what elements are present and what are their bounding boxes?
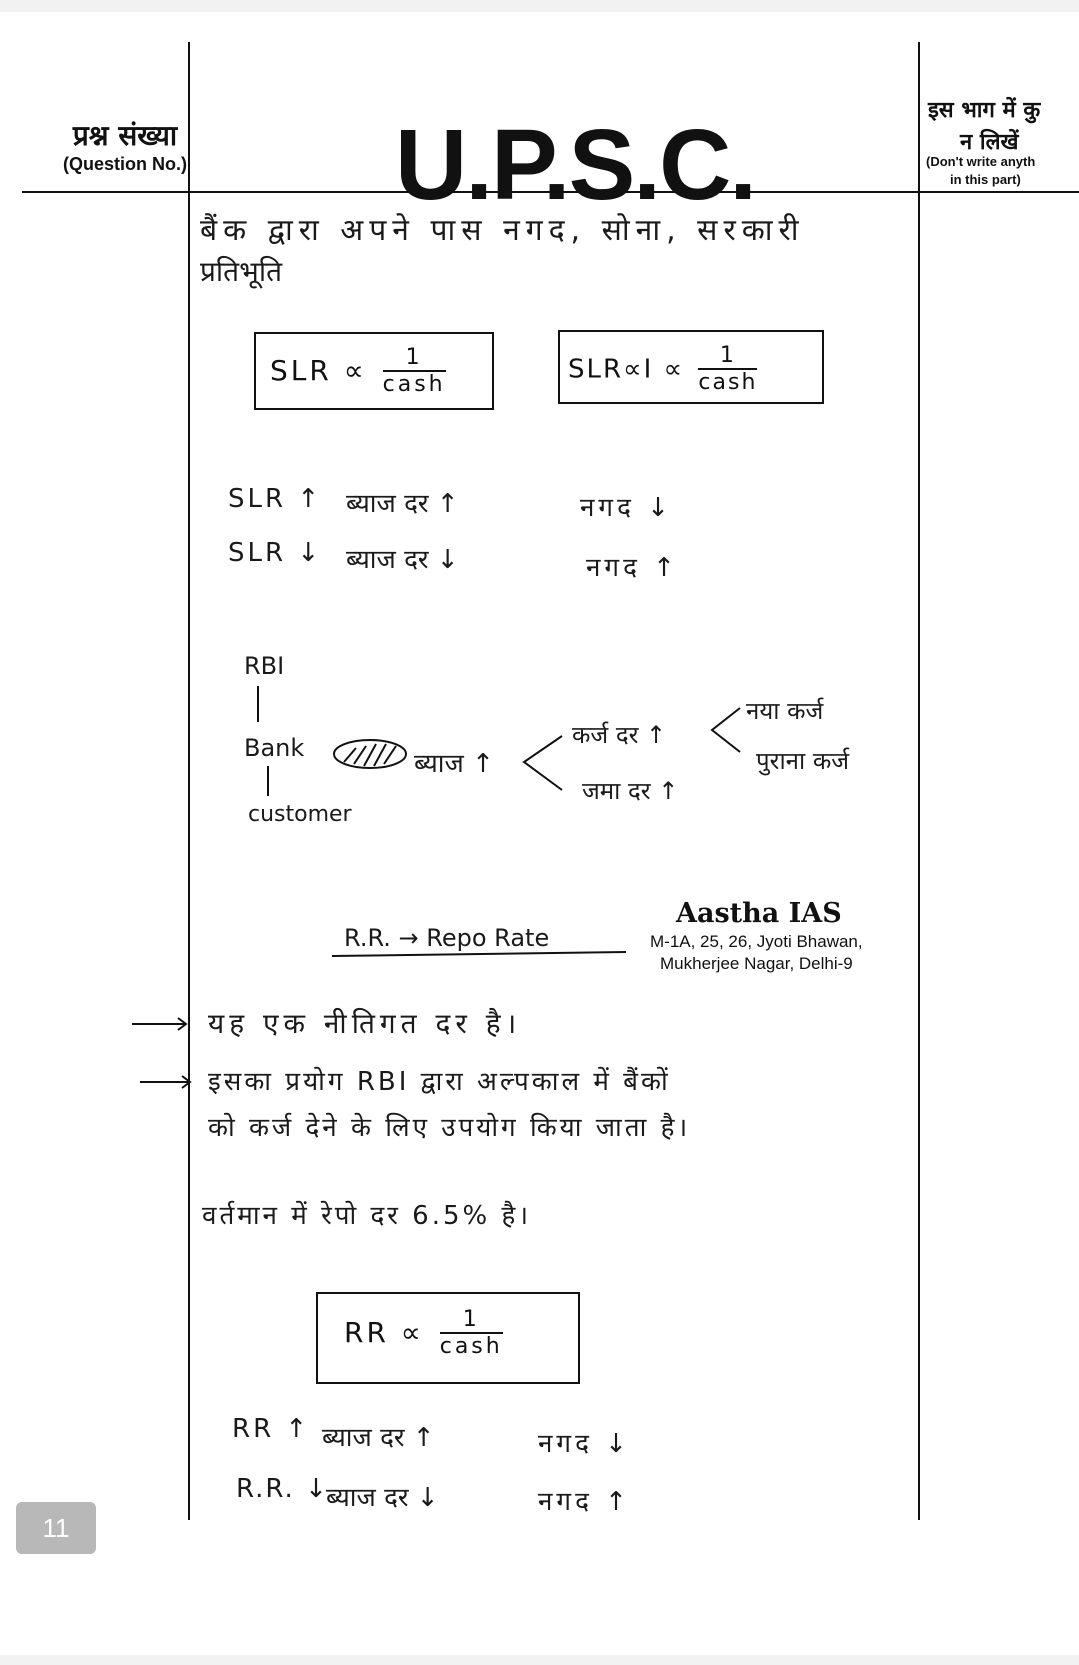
margin-note-hindi-1: इस भाग में कु — [928, 98, 1041, 123]
question-number-label-english: (Question No.) — [63, 154, 187, 174]
margin-note-hindi-2: न लिखें — [960, 130, 1019, 155]
page-number-badge: 11 — [16, 1502, 96, 1554]
bullet-line-2b: को कर्ज देने के लिए उपयोग किया जाता है। — [208, 1113, 691, 1143]
flow-customer: customer — [248, 802, 352, 827]
formula-slr-interest-numerator: 1 — [698, 344, 757, 370]
formula-slr-denominator: cash — [382, 372, 446, 397]
slr-down-interest: ब्याज दर ↓ — [346, 545, 459, 575]
note-line-1: बैंक द्वारा अपने पास नगद, सोना, सरकारी — [200, 213, 805, 248]
flow-old-loan: पुराना कर्ज — [756, 747, 850, 775]
rr-up-cash: नगद ↓ — [538, 1429, 631, 1459]
current-repo-rate: वर्तमान में रेपो दर 6.5% है। — [202, 1201, 532, 1231]
formula-slr-left: SLR ∝ — [270, 354, 367, 387]
flow-rbi: RBI — [244, 652, 285, 680]
formula-rr-left: RR ∝ — [344, 1316, 424, 1349]
flow-deposit-rate: जमा दर ↑ — [582, 777, 679, 805]
slr-down-label: SLR ↓ — [228, 538, 323, 568]
page-title: U.P.S.C. — [395, 109, 756, 221]
slr-up-interest: ब्याज दर ↑ — [346, 489, 459, 519]
rr-up-interest: ब्याज दर ↑ — [322, 1423, 435, 1453]
bullet-line-1: यह एक नीतिगत दर है। — [208, 1007, 522, 1040]
formula-rr-numerator: 1 — [440, 1308, 503, 1334]
slr-up-label: SLR ↑ — [228, 484, 323, 514]
rr-down-label: R.R. ↓ — [236, 1474, 329, 1504]
formula-slr-interest-denominator: cash — [698, 370, 758, 395]
flow-new-loan: नया कर्ज — [746, 697, 824, 725]
repo-rate-heading: R.R. → Repo Rate — [344, 924, 550, 952]
formula-rr-denominator: cash — [439, 1334, 503, 1359]
stamp-address-1: M-1A, 25, 26, Jyoti Bhawan, — [650, 932, 863, 951]
margin-note-english-2: in this part) — [950, 172, 1021, 187]
margin-note-english-1: (Don't write anyth — [926, 154, 1036, 169]
rr-down-interest: ब्याज दर ↓ — [326, 1483, 439, 1513]
stamp-name: Aastha IAS — [676, 898, 842, 929]
slr-down-cash: नगद ↑ — [586, 553, 679, 583]
stamp-address-2: Mukherjee Nagar, Delhi-9 — [660, 954, 853, 973]
formula-slr-interest-left: SLR∝I ∝ — [568, 354, 685, 385]
bullet-line-2a: इसका प्रयोग RBI द्वारा अल्पकाल में बैंकों — [208, 1067, 671, 1097]
flow-interest: ब्याज ↑ — [414, 749, 494, 779]
rr-up-label: RR ↑ — [232, 1414, 311, 1444]
rr-down-cash: नगद ↑ — [538, 1487, 631, 1517]
question-number-label-hindi: प्रश्न संख्या — [72, 119, 178, 152]
note-line-2: प्रतिभूति — [200, 255, 283, 288]
flow-loan-rate: कर्ज दर ↑ — [572, 721, 667, 749]
formula-slr-numerator: 1 — [383, 346, 446, 372]
flow-bank: Bank — [244, 734, 305, 762]
slr-up-cash: नगद ↓ — [580, 493, 673, 523]
